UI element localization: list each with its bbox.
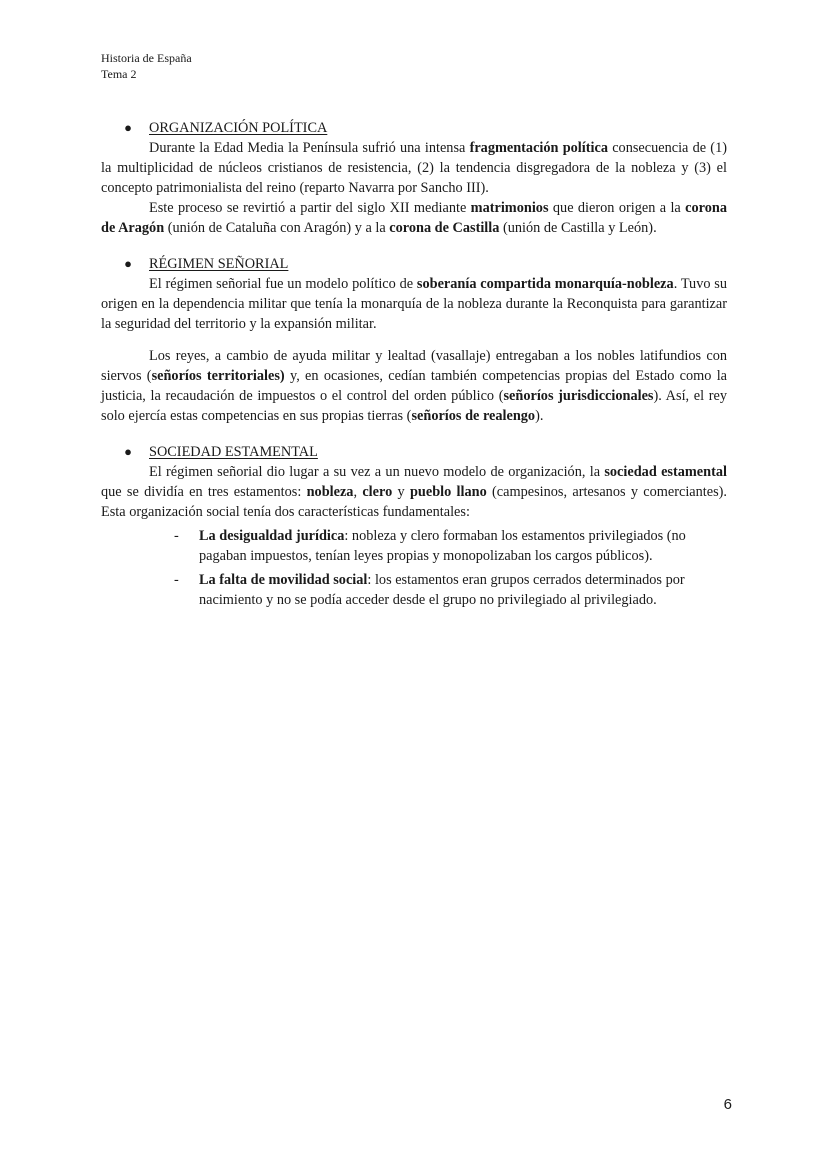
bullet-icon: ● bbox=[124, 444, 132, 459]
text-run: , bbox=[353, 484, 363, 500]
section-title: RÉGIMEN SEÑORIAL bbox=[149, 256, 289, 272]
bold-term: matrimonios bbox=[470, 200, 549, 216]
bold-term: sociedad estamental bbox=[604, 464, 727, 480]
bold-term: señoríos de realengo bbox=[411, 408, 536, 424]
paragraph bbox=[101, 138, 727, 198]
bold-term: corona de Aragón bbox=[101, 200, 727, 236]
text-run: ). bbox=[535, 408, 544, 424]
text-run: (unión de Castilla y León). bbox=[499, 220, 657, 236]
text-run: : nobleza y clero formaban los estamentos privilegiados (no pagaban impuestos, tenían leyes propias y monopolizaban los cargos públicos). bbox=[199, 528, 686, 564]
section-heading bbox=[101, 442, 727, 462]
bold-term: corona de Castilla bbox=[389, 220, 500, 236]
bold-term: La desigualdad jurídica bbox=[199, 528, 345, 544]
bold-term: pueblo llano bbox=[409, 484, 487, 500]
list-item-text bbox=[199, 528, 686, 564]
paragraph bbox=[101, 198, 727, 238]
text-run: El régimen señorial fue un modelo político de bbox=[149, 276, 417, 292]
text-run: . Tuvo su origen en la dependencia militar que tenía la monarquía de la nobleza durante la Reconquista para garantizar la seguridad del territorio y la expansión militar. bbox=[101, 276, 728, 332]
characteristics-list bbox=[101, 526, 727, 610]
bold-term: soberanía compartida monarquía-nobleza bbox=[416, 276, 674, 292]
text-run: Este proceso se revirtió a partir del siglo XII mediante bbox=[149, 200, 471, 216]
section-organizacion-politica bbox=[101, 118, 727, 238]
section-title: ORGANIZACIÓN POLÍTICA bbox=[149, 120, 328, 136]
list-item-text bbox=[199, 572, 685, 608]
text-run: : los estamentos eran grupos cerrados determinados por nacimiento y no se podía acceder desde el grupo no privilegiado al privilegiado. bbox=[199, 572, 685, 608]
bold-term: nobleza bbox=[306, 484, 354, 500]
list-item bbox=[101, 570, 727, 610]
section-regimen-senorial bbox=[101, 254, 727, 426]
bold-term: clero bbox=[362, 484, 393, 500]
text-run: (unión de Cataluña con Aragón) y a la bbox=[164, 220, 390, 236]
document-body bbox=[101, 118, 727, 626]
bold-term: La falta de movilidad social bbox=[199, 572, 368, 588]
header-topic: Tema 2 bbox=[101, 67, 137, 81]
section-heading bbox=[101, 254, 727, 274]
bullet-icon: ● bbox=[124, 120, 132, 135]
text-run: que dieron origen a la bbox=[548, 200, 686, 216]
page-number: 6 bbox=[723, 1096, 732, 1113]
paragraph bbox=[101, 274, 727, 334]
page-header bbox=[101, 50, 192, 82]
bold-term: señoríos jurisdiccionales bbox=[503, 388, 654, 404]
section-sociedad-estamental bbox=[101, 442, 727, 610]
text-run: El régimen señorial dio lugar a su vez a un nuevo modelo de organización, la bbox=[149, 464, 605, 480]
paragraph bbox=[101, 346, 727, 426]
section-title: SOCIEDAD ESTAMENTAL bbox=[149, 444, 318, 460]
text-run: (campesinos, artesanos y comerciantes). Esta organización social tenía dos características fundamentales: bbox=[101, 484, 728, 520]
text-run: que se dividía en tres estamentos: bbox=[101, 484, 307, 500]
bullet-icon: ● bbox=[124, 256, 132, 271]
text-run: Durante la Edad Media la Península sufrió una intensa bbox=[149, 140, 470, 156]
text-run: Los reyes, a cambio de ayuda militar y lealtad (vasallaje) entregaban a los nobles latifundios con siervos ( bbox=[101, 348, 727, 384]
text-run: consecuencia de (1) la multiplicidad de núcleos cristianos de resistencia, (2) la tendencia disgregadora de la nobleza y (3) el concepto patrimonialista del reino (reparto Navarra por Sancho III). bbox=[101, 140, 727, 196]
bold-term: señoríos territoriales) bbox=[151, 368, 285, 384]
header-subject: Historia de España bbox=[101, 51, 192, 65]
text-run: y bbox=[392, 484, 410, 500]
paragraph bbox=[101, 462, 727, 522]
text-run: ). Así, el rey solo ejercía estas competencias en sus propias tierras ( bbox=[101, 388, 727, 424]
dash-marker: - bbox=[174, 572, 179, 588]
bold-term: fragmentación política bbox=[469, 140, 608, 156]
text-run: y, en ocasiones, cedían también competencias propias del Estado como la justicia, la recaudación de impuestos o el control del orden público ( bbox=[101, 368, 728, 404]
dash-marker: - bbox=[174, 528, 179, 544]
section-heading bbox=[101, 118, 727, 138]
list-item bbox=[101, 526, 727, 566]
